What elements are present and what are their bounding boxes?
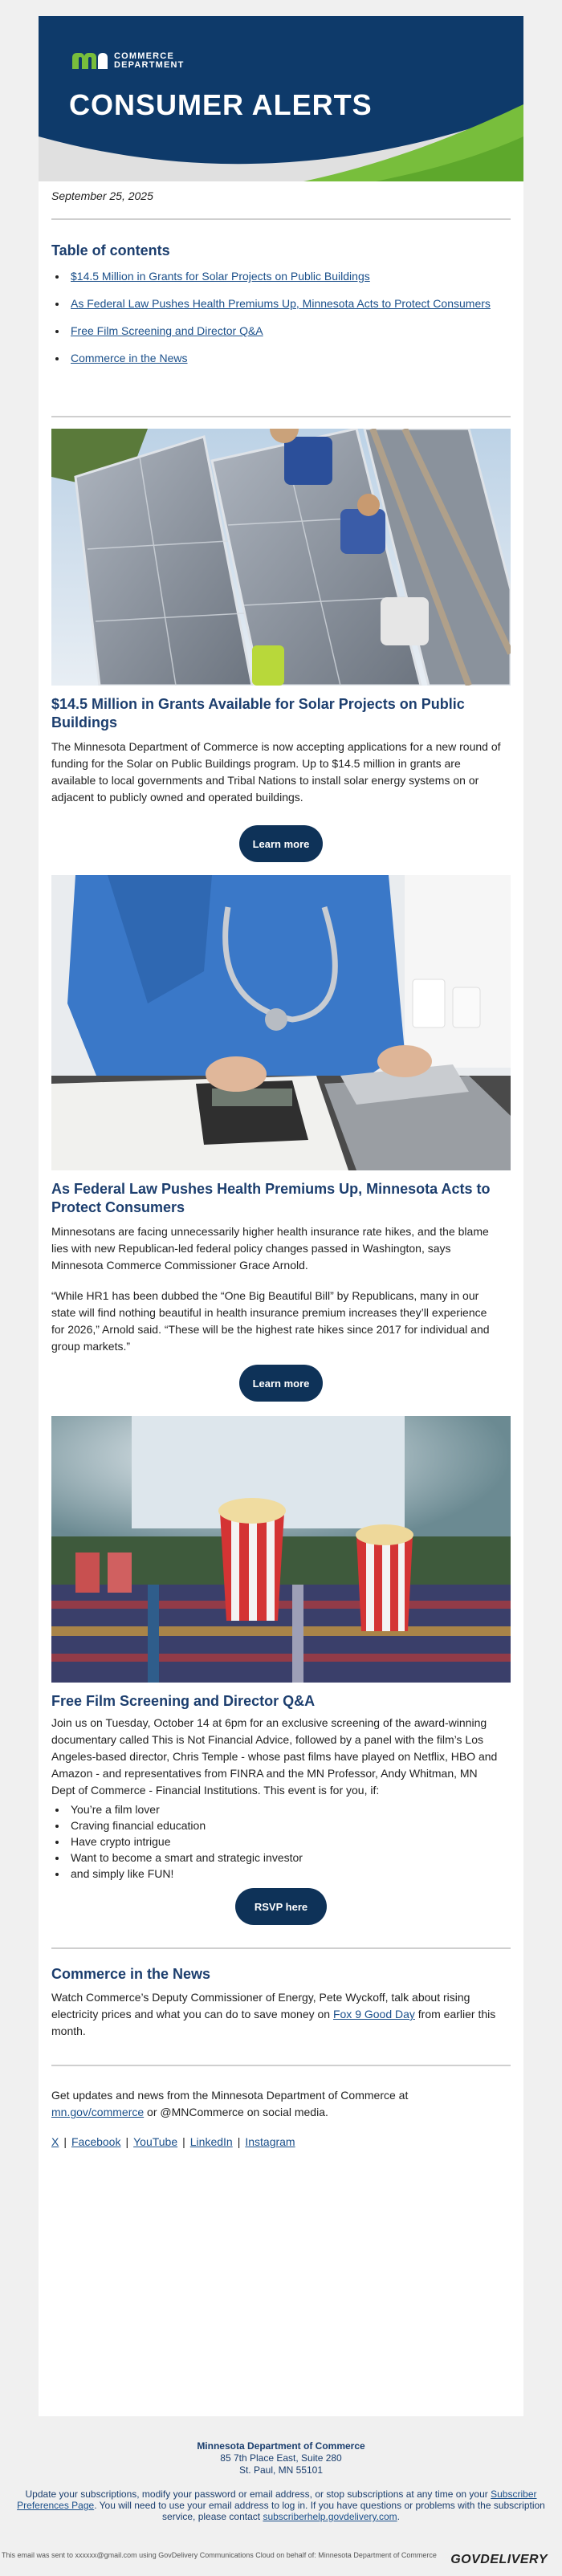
film-title: Free Film Screening and Director Q&A [51,1693,316,1709]
logo-line-1: COMMERCE [114,51,174,61]
toc-item [67,268,501,284]
list-item: • You’re a film lover [67,1801,501,1817]
doctor-calculator-image [51,875,511,1170]
separator: | [125,2135,129,2148]
health-learn-more-button[interactable]: Learn more [239,1365,323,1402]
facebook-link[interactable]: Facebook [71,2135,121,2148]
social-intro [51,2087,501,2121]
health-body-2: “While HR1 has been dubbed the “One Big Beautiful Bill” by Republicans, many in our state will find nothing beautiful in health insurance premium increases they’ll experience for 2026,” Arnold said. “These will be the highest rate hikes since 2017 for individual and group markets.” [51,1289,490,1353]
separator: | [182,2135,185,2148]
commerce-site-link[interactable]: mn.gov/commerce [51,2106,145,2118]
linkedin-link[interactable]: LinkedIn [189,2135,233,2148]
list-item: • Want to become a smart and strategic investor [67,1850,501,1866]
news-body [51,1989,501,2040]
subscriber-preferences-link[interactable]: Subscriber Preferences Page [17,2489,537,2511]
banner-title: CONSUMER ALERTS [69,88,373,121]
mn-logo-icon [71,51,108,71]
commerce-logo [71,51,185,71]
news-title: Commerce in the News [51,1966,211,1982]
subscriber-help-link[interactable]: subscriberhelp.govdelivery.com [263,2511,397,2522]
divider [51,416,511,417]
film-photo[interactable] [51,1416,511,1683]
social-text: Get updates and news from the Minnesota Department of Commerce at [51,2089,409,2102]
list-item: • and simply like FUN! [67,1866,501,1882]
logo-line-2: DEPARTMENT [114,60,185,70]
solar-body: The Minnesota Department of Commerce is now accepting applications for a new round of funding for the Solar on Public Buildings program. Up to $14.5 million in grants are available to local governments and Tribal Nations to install solar energy systems on or adjacent to publicly owned and operated buildings. [51,740,501,804]
table-of-contents [67,268,501,377]
list-item: • Craving financial education [67,1817,501,1833]
instagram-link[interactable]: Instagram [245,2135,295,2148]
health-body-1: Minnesotans are facing unnecessarily higher health insurance rate hikes, and the blame lies with new Republican-led federal policy changes passed in Washington, says Minnesota Commerce Commissioner Grace Arnold. [51,1225,489,1272]
film-audience-list [67,1801,501,1882]
news-text-end: from earlier this month. [51,2008,496,2037]
x-link[interactable]: X [51,2135,59,2148]
toc-item [67,295,501,311]
separator: | [63,2135,67,2148]
health-title: As Federal Law Pushes Health Premiums Up, Minnesota Acts to Protect Consumers [51,1181,491,1215]
toc-link-news[interactable]: Commerce in the News [71,352,188,364]
note-text: Update your subscriptions, modify your password or email address, or stop subscriptions at any time on your [25,2489,491,2500]
health-photo[interactable] [51,875,511,1170]
solar-photo[interactable] [51,429,511,686]
toc-item [67,350,501,366]
toc-item [67,323,501,339]
note-text-middle: . You will need to use your email address to log in. If you have questions or problems with the subscription service, please contact [94,2500,545,2522]
toc-title: Table of contents [51,242,170,258]
sent-notice: This email was sent to xxxxxx@gmail.com using GovDelivery Communications Cloud on behalf of: Minnesota Department of Commerce [2,2551,437,2559]
youtube-link[interactable]: YouTube [133,2135,178,2148]
solar-panel-image [51,429,511,686]
govdelivery-logo[interactable]: GOVDELIVERY [450,2553,548,2566]
toc-link-film[interactable]: Free Film Screening and Director Q&A [71,324,263,337]
film-body: Join us on Tuesday, October 14 at 6pm for an exclusive screening of the award-winning documentary called This is Not Financial Advice, followed by a panel with the film’s Los Angeles-based director, Chris Temple - whose past films have played on Netflix, HBO and Amazon - and representatives from FINRA and the MN Professor, Andy Whitman, MN Dept of Commerce - Financial Institutions. This event is for you, if: [51,1716,498,1797]
divider [51,1947,511,1949]
logo-text [114,52,185,70]
toc-link-health[interactable]: As Federal Law Pushes Health Premiums Up, Minnesota Acts to Protect Consumers [71,297,491,310]
footer-org: Minnesota Department of Commerce [197,2440,365,2452]
solar-title: $14.5 Million in Grants Available for Solar Projects on Public Buildings [51,696,465,730]
footer-address-1: 85 7th Place East, Suite 280 [220,2452,342,2464]
outdoor-movie-image [51,1416,511,1683]
news-text: Watch Commerce’s Deputy Commissioner of Energy, Pete Wyckoff, talk about rising electricity prices and what you can do to save money on [51,1991,470,2021]
note-end: . [397,2511,400,2522]
separator: | [237,2135,241,2148]
fox9-link[interactable]: Fox 9 Good Day [332,2008,415,2021]
list-item: • Have crypto intrigue [67,1833,501,1850]
divider [51,218,511,220]
divider [51,2065,511,2066]
social-text-end: or @MNCommerce on social media. [144,2106,328,2118]
email-card [39,16,523,2416]
social-links [51,2134,501,2151]
footer-address-2: St. Paul, MN 55101 [238,2464,324,2476]
header-banner [39,16,523,181]
footer-address [0,2440,562,2476]
solar-learn-more-button[interactable]: Learn more [239,825,323,862]
rsvp-button[interactable]: RSVP here [235,1888,327,1925]
toc-link-solar[interactable]: $14.5 Million in Grants for Solar Projects on Public Buildings [71,270,370,283]
issue-date: September 25, 2025 [51,189,153,202]
subscription-note [0,2489,562,2522]
